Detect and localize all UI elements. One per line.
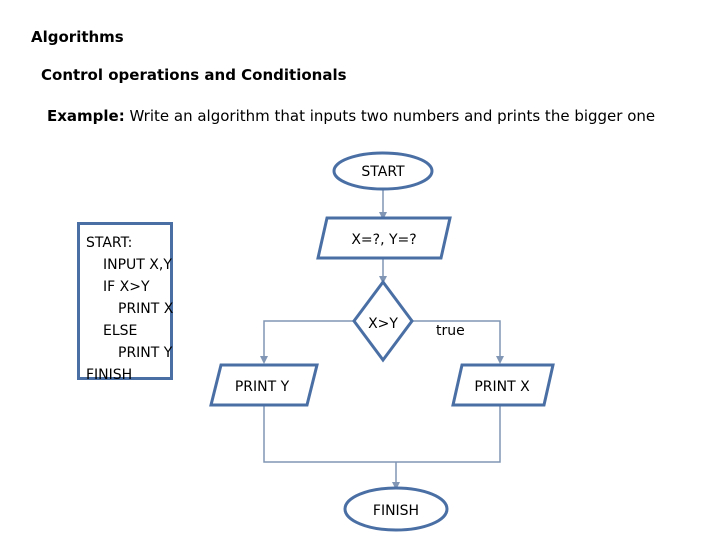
finish-label: FINISH	[372, 503, 420, 519]
pseudocode-line: PRINT Y	[118, 345, 173, 361]
pseudocode-line: FINISH	[86, 367, 133, 383]
input-label: X=?, Y=?	[351, 232, 417, 248]
section-title: Control operations and Conditionals	[41, 66, 347, 84]
pseudocode-line: INPUT X,Y	[103, 257, 172, 273]
pseudocode-line: ELSE	[103, 323, 138, 339]
merge-line	[264, 405, 500, 462]
decision-label: X>Y	[368, 316, 398, 332]
pseudocode-line: START:	[86, 235, 133, 251]
page-title: Algorithms	[31, 28, 124, 46]
false-branch-arrow	[264, 321, 354, 362]
start-label: START	[361, 164, 405, 180]
example-text: Write an algorithm that inputs two numbers and prints the bigger one	[124, 107, 656, 125]
true-branch-label: true	[436, 323, 465, 339]
print-x-label: PRINT X	[474, 379, 530, 395]
pseudocode-line: IF X>Y	[103, 279, 150, 295]
example-label: Example:	[47, 107, 125, 125]
pseudocode-line: PRINT X	[118, 301, 174, 317]
print-y-label: PRINT Y	[234, 379, 290, 395]
